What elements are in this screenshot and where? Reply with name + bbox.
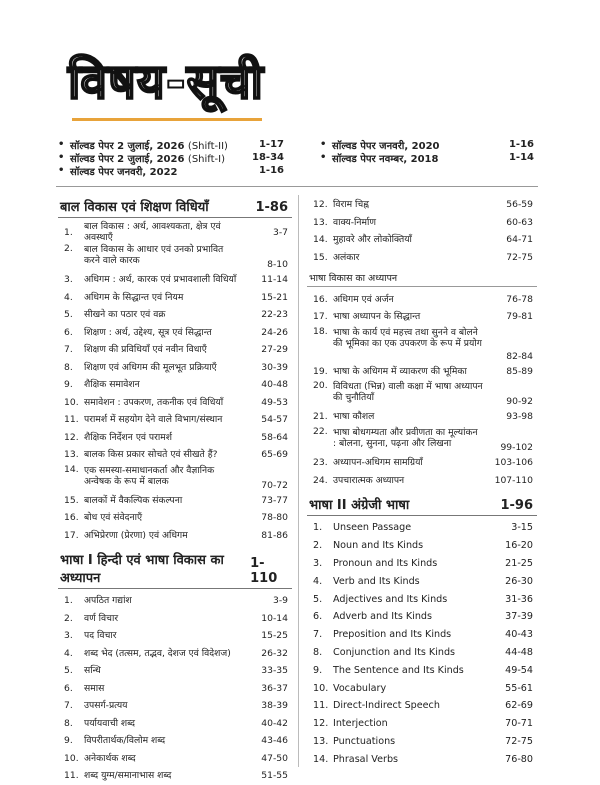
entry-pages: 107-110 (494, 474, 533, 486)
entry-pages: 24-26 (261, 326, 288, 338)
entry-number: 1. (313, 522, 323, 534)
entry-number: 23. (313, 457, 328, 469)
entry-pages: 56-59 (506, 199, 533, 211)
entry-pages: 44-48 (505, 646, 533, 658)
toc-entry (307, 290, 537, 308)
entry-title: शब्द भेद (तत्सम, तद्भव, देशज एवं विदेशज) (84, 647, 231, 659)
column-divider (298, 195, 299, 767)
entry-number: 10. (64, 752, 79, 764)
entry-number: 15. (313, 252, 328, 264)
toc-entry (58, 464, 292, 492)
entry-pages: 33-35 (261, 665, 288, 677)
entry-number: 8. (313, 646, 323, 658)
solved-paper-pages: 1-16 (258, 165, 284, 176)
entry-number: 20. (313, 380, 328, 392)
toc-entry (58, 271, 292, 289)
solved-paper-entry (58, 164, 284, 177)
toc-entry (58, 627, 292, 645)
entry-number: 15. (64, 494, 79, 506)
entry-title: Verb and Its Kinds (333, 575, 420, 587)
entry-number: 16. (64, 512, 79, 524)
toc-entry (58, 376, 292, 394)
solved-paper-entry (320, 138, 534, 151)
toc-entry (307, 519, 537, 537)
entry-number: 12. (313, 199, 328, 211)
entry-pages: 99-102 (500, 441, 533, 453)
toc-entry (307, 608, 537, 626)
entry-title: शिक्षण की प्रविधियाँ एवं नवीन विधाएँ (84, 344, 207, 356)
section-title: भाषा II अंग्रेजी भाषा (309, 497, 410, 513)
solved-paper-pages: 1-17 (258, 139, 284, 150)
entry-pages: 47-50 (261, 752, 288, 764)
solved-paper-label (70, 138, 259, 152)
entry-pages: 54-57 (261, 414, 288, 426)
toc-entry (307, 249, 537, 267)
entry-number: 5. (64, 665, 73, 677)
left-column (58, 197, 292, 785)
entry-title: भाषा के अधिगम में व्याकरण की भूमिका (333, 365, 467, 377)
entry-pages: 76-80 (505, 753, 533, 765)
toc-entry (58, 662, 292, 680)
entry-number: 2. (313, 540, 323, 552)
entry-number: 4. (64, 647, 73, 659)
entry-pages: 70-72 (261, 479, 288, 491)
entry-pages: 21-25 (505, 557, 533, 569)
entry-title: शैक्षिक निर्देशन एवं परामर्श (84, 431, 173, 443)
solved-paper-label (70, 164, 259, 178)
entry-pages: 55-61 (505, 682, 533, 694)
toc-entry (307, 715, 537, 733)
entry-title: एक समस्या-समाधानकर्ता और वैज्ञानिक अन्वेषक के रूप में बालक (84, 464, 215, 487)
entry-title: Preposition and Its Kinds (333, 629, 452, 641)
solved-papers-left (58, 138, 284, 177)
entry-title: Interjection (333, 718, 388, 730)
entry-number: 9. (64, 735, 73, 747)
entry-number: 6. (64, 682, 73, 694)
entry-number: 14. (64, 463, 79, 475)
entry-number: 1. (64, 595, 73, 607)
entry-title: उपसर्ग-प्रत्यय (84, 700, 128, 712)
entry-pages: 103-106 (494, 457, 533, 469)
entry-pages: 85-89 (506, 365, 533, 377)
entry-number: 17. (313, 311, 328, 323)
entry-title: Vocabulary (333, 682, 387, 694)
toc-entry (307, 572, 537, 590)
entry-title: Adjectives and Its Kinds (333, 593, 448, 605)
entry-number: 19. (313, 365, 328, 377)
entry-number: 11. (313, 700, 329, 712)
entry-pages: 72-75 (505, 735, 533, 747)
entry-pages: 15-25 (261, 630, 288, 642)
entry-pages: 26-30 (505, 575, 533, 587)
entry-pages: 40-43 (505, 629, 533, 641)
toc-entry (307, 679, 537, 697)
entry-pages: 8-10 (267, 259, 288, 270)
toc-entry (58, 446, 292, 464)
toc-entry (58, 610, 292, 628)
toc-entry (307, 454, 537, 472)
entry-number: 17. (64, 529, 79, 541)
subsection-heading: भाषा विकास का अध्यापन (307, 268, 537, 287)
entry-title: अधिगम के सिद्धान्त एवं नियम (84, 291, 184, 303)
entry-pages: 37-39 (505, 611, 533, 623)
entry-title: उपचारात्मक अध्यापन (333, 474, 405, 486)
toc-entry (58, 715, 292, 733)
right-column (307, 197, 537, 768)
solved-paper-shift: (Shift-II) (187, 140, 228, 152)
toc-entry (307, 380, 537, 408)
entry-number: 8. (64, 717, 73, 729)
entry-pages: 58-64 (261, 431, 288, 443)
entry-pages: 72-75 (506, 252, 533, 264)
toc-entry (307, 426, 537, 454)
toc-entry (307, 408, 537, 426)
entry-number: 3. (313, 557, 323, 569)
toc-entry (58, 732, 292, 750)
entry-title: अपठित गद्यांश (84, 595, 132, 607)
section-heading (58, 550, 292, 589)
entry-title: पर्यायवाची शब्द (84, 717, 136, 729)
toc-entry (58, 492, 292, 510)
entry-number: 8. (64, 361, 73, 373)
entry-title: भाषा अध्यापन के सिद्धान्त (333, 311, 421, 323)
entry-number: 6. (313, 611, 323, 623)
entry-number: 7. (64, 344, 73, 356)
entry-number: 7. (313, 629, 323, 641)
entry-number: 10. (313, 682, 329, 694)
entry-title: Direct-Indirect Speech (333, 700, 440, 712)
entry-title: Pronoun and Its Kinds (333, 557, 438, 569)
toc-entry (307, 471, 537, 489)
entry-pages: 10-14 (261, 612, 288, 624)
entry-title: शैक्षिक समावेशन (84, 379, 140, 391)
toc-entry (307, 590, 537, 608)
solved-paper-title: सॉल्वड पेपर 2 जुलाई, 2026 (70, 153, 185, 165)
solved-paper-label (332, 151, 509, 165)
entry-pages: 30-39 (261, 361, 288, 373)
entry-number: 9. (313, 664, 323, 676)
section-pages: 1-110 (250, 556, 278, 586)
solved-paper-entry (58, 138, 284, 151)
toc-entry (307, 644, 537, 662)
page-title: विषय-सूची (68, 54, 264, 110)
entry-number: 14. (313, 234, 328, 246)
entry-pages: 65-69 (261, 449, 288, 461)
entry-title: अध्यापन-अधिगम सामग्रियाँ (333, 457, 423, 469)
solved-paper-entry (58, 151, 284, 164)
section-heading (58, 197, 292, 218)
entry-title: Punctuations (333, 735, 396, 747)
entry-pages: 22-23 (261, 309, 288, 321)
solved-paper-title: सॉल्वड पेपर 2 जुलाई, 2026 (70, 140, 185, 152)
entry-title: Conjunction and Its Kinds (333, 646, 456, 658)
solved-paper-title: सॉल्वड पेपर जनवरी, 2022 (70, 166, 178, 178)
entry-title: भाषा कौशल (333, 411, 375, 423)
toc-entry (307, 626, 537, 644)
bullet-icon: • (58, 139, 65, 150)
entry-title: बाल विकास के आधार एवं उनको प्रभावित करने वाले कारक (84, 244, 224, 266)
entry-title: बालकों में वैकल्पिक संकल्पना (84, 494, 183, 506)
entry-pages: 62-69 (505, 700, 533, 712)
entry-pages: 31-36 (505, 593, 533, 605)
toc-entry (58, 750, 292, 768)
entry-pages: 49-53 (261, 396, 288, 408)
entry-number: 11. (64, 414, 79, 426)
entry-title: भाषा के कार्य एवं महत्त्व तथा सुनने व बोलने की भूमिका का एक उपकरण के रूप में प्रयोग (333, 326, 482, 349)
entry-number: 13. (313, 735, 329, 747)
entry-title: शब्द युग्म/समानाभास शब्द (84, 770, 172, 782)
entry-pages: 60-63 (506, 216, 533, 228)
toc-entry (58, 527, 292, 545)
entry-number: 3. (64, 274, 73, 286)
entry-pages: 3-7 (272, 226, 288, 238)
entry-title: वाक्य-निर्माण (333, 216, 377, 228)
entry-number: 1. (64, 226, 73, 238)
toc-entry (58, 324, 292, 342)
entry-pages: 36-37 (261, 682, 288, 694)
entry-number: 22. (313, 425, 328, 437)
bullet-icon: • (58, 152, 65, 163)
section-title: बाल विकास एवं शिक्षण विधियाँ (60, 200, 209, 215)
top-divider (56, 186, 538, 187)
entry-title: विराम चिह्न (333, 199, 369, 211)
entry-title: वर्ण विचार (84, 612, 119, 624)
entry-pages: 43-46 (261, 735, 288, 747)
solved-paper-title: सॉल्वड पेपर नवम्बर, 2018 (332, 153, 439, 165)
toc-entry (307, 308, 537, 326)
toc-entry (58, 509, 292, 527)
entry-number: 4. (313, 575, 323, 587)
entry-number: 4. (64, 291, 73, 303)
toc-entry (58, 645, 292, 663)
toc-entry (58, 429, 292, 447)
toc-entry (58, 306, 292, 324)
entry-number: 13. (64, 449, 79, 461)
entry-pages: 3-15 (511, 522, 533, 534)
entry-title: अलंकार (333, 252, 360, 264)
entry-title: अनेकार्थक शब्द (84, 752, 136, 764)
entry-pages: 11-14 (261, 274, 288, 286)
entry-pages: 90-92 (506, 396, 533, 408)
entry-pages: 3-9 (272, 595, 288, 607)
solved-paper-label (70, 151, 252, 165)
entry-pages: 81-86 (261, 529, 288, 541)
toc-entry (307, 363, 537, 381)
entry-title: अधिगम : अर्थ, कारक एवं प्रभावशाली विधियाँ (84, 274, 237, 286)
entry-number: 5. (313, 593, 323, 605)
entry-title: शिक्षण : अर्थ, उद्देश्य, सूत्र एवं सिद्धान्त (84, 326, 212, 338)
entry-pages: 78-80 (261, 512, 288, 524)
toc-entry (307, 537, 537, 555)
entry-title: समास (84, 682, 105, 694)
solved-paper-label (332, 138, 509, 152)
entry-title: परामर्श में सहयोग देने वाले विभाग/संस्थान (84, 414, 223, 426)
section-pages: 1-96 (500, 497, 533, 513)
entry-title: भाषा बोधगम्यता और प्रवीणता का मूल्यांकन : बोलना, सुनना, पढ़ना और लिखना (333, 426, 478, 449)
toc-entry (307, 697, 537, 715)
entry-title: मुहावरे और लोकोक्तियाँ (333, 234, 412, 246)
entry-title: विपरीतार्थक/विलोम शब्द (84, 735, 166, 747)
entry-number: 14. (313, 753, 329, 765)
solved-paper-title: सॉल्वड पेपर जनवरी, 2020 (332, 140, 440, 152)
entry-pages: 49-54 (505, 664, 533, 676)
toc-entry (307, 555, 537, 573)
entry-title: समावेशन : उपकरण, तकनीक एवं विधियाँ (84, 396, 224, 408)
bullet-icon: • (320, 139, 327, 150)
entry-pages: 82-84 (506, 350, 533, 362)
entry-pages: 51-55 (261, 770, 288, 782)
entry-pages: 93-98 (506, 411, 533, 423)
entry-pages: 70-71 (505, 718, 533, 730)
entry-title: विविधता (भिन्न) वाली कक्षा में भाषा अध्यापन की चुनौतियाँ (333, 381, 483, 404)
solved-paper-pages: 1-14 (508, 152, 534, 163)
entry-title: बालक किस प्रकार सोचते एवं सीखते हैं? (84, 449, 218, 461)
entry-pages: 15-21 (261, 291, 288, 303)
entry-number: 16. (313, 293, 328, 305)
entry-number: 10. (64, 396, 79, 408)
toc-entry (58, 394, 292, 412)
entry-number: 6. (64, 326, 73, 338)
title-underline (72, 118, 262, 121)
section-heading (307, 495, 537, 516)
toc-entry (58, 411, 292, 429)
entry-pages: 40-48 (261, 379, 288, 391)
entry-title: बाल विकास : अर्थ, आवश्यकता, क्षेत्र एवं अवस्थाएँ (84, 221, 221, 243)
entry-number: 24. (313, 474, 328, 486)
toc-entry (58, 341, 292, 359)
entry-number: 7. (64, 700, 73, 712)
entry-number: 12. (64, 431, 79, 443)
section-pages: 1-86 (255, 200, 288, 215)
entry-pages: 79-81 (506, 311, 533, 323)
entry-title: पद विचार (84, 630, 117, 642)
entry-pages: 27-29 (261, 344, 288, 356)
entry-number: 2. (64, 612, 73, 624)
entry-number: 13. (313, 216, 328, 228)
toc-entry (307, 661, 537, 679)
entry-number: 3. (64, 630, 73, 642)
entry-title: The Sentence and Its Kinds (333, 664, 464, 676)
section-title: भाषा I हिन्दी एवं भाषा विकास का अध्यापन (60, 553, 224, 586)
entry-title: अभिप्रेरणा (प्रेरणा) एवं अधिगम (84, 529, 188, 541)
entry-pages: 64-71 (506, 234, 533, 246)
toc-entry (307, 750, 537, 768)
entry-pages: 73-77 (261, 494, 288, 506)
entry-title: Adverb and Its Kinds (333, 611, 433, 623)
entry-number: 2. (64, 243, 73, 254)
bullet-icon: • (58, 165, 65, 176)
entry-title: अधिगम एवं अर्जन (333, 293, 394, 305)
entry-number: 9. (64, 379, 73, 391)
entry-pages: 40-42 (261, 717, 288, 729)
entry-title: शिक्षण एवं अधिगम की मूलभूत प्रक्रियाएँ (84, 361, 217, 373)
toc-entry (307, 231, 537, 249)
entry-pages: 76-78 (506, 293, 533, 305)
entry-number: 5. (64, 309, 73, 321)
entry-title: सन्धि (84, 665, 101, 677)
entry-pages: 16-20 (505, 540, 533, 552)
entry-pages: 26-32 (261, 647, 288, 659)
entry-pages: 38-39 (261, 700, 288, 712)
toc-entry (58, 697, 292, 715)
solved-papers-right (320, 138, 534, 164)
entry-title: Phrasal Verbs (333, 753, 399, 765)
entry-number: 11. (64, 770, 79, 782)
entry-title: सीखने का पठार एवं वक्र (84, 309, 166, 321)
entry-title: Noun and Its Kinds (333, 540, 424, 552)
solved-paper-shift: (Shift-I) (187, 153, 226, 165)
solved-paper-entry (320, 151, 534, 164)
toc-entry (58, 359, 292, 377)
entry-number: 18. (313, 325, 328, 337)
toc-entry (307, 326, 537, 363)
toc-entry (307, 733, 537, 751)
toc-entry (58, 767, 292, 785)
toc-entry (58, 289, 292, 307)
entry-number: 21. (313, 411, 328, 423)
toc-entry (58, 243, 292, 271)
solved-paper-pages: 1-16 (508, 139, 534, 150)
toc-entry (58, 680, 292, 698)
entry-number: 12. (313, 718, 329, 730)
solved-paper-pages: 18-34 (252, 152, 284, 163)
toc-entry (58, 221, 292, 243)
entry-title: बोध एवं संवेदनाएँ (84, 512, 143, 524)
toc-entry (58, 592, 292, 610)
toc-entry (307, 196, 537, 214)
entry-title: Unseen Passage (333, 522, 412, 534)
bullet-icon: • (320, 152, 327, 163)
toc-entry (307, 214, 537, 232)
